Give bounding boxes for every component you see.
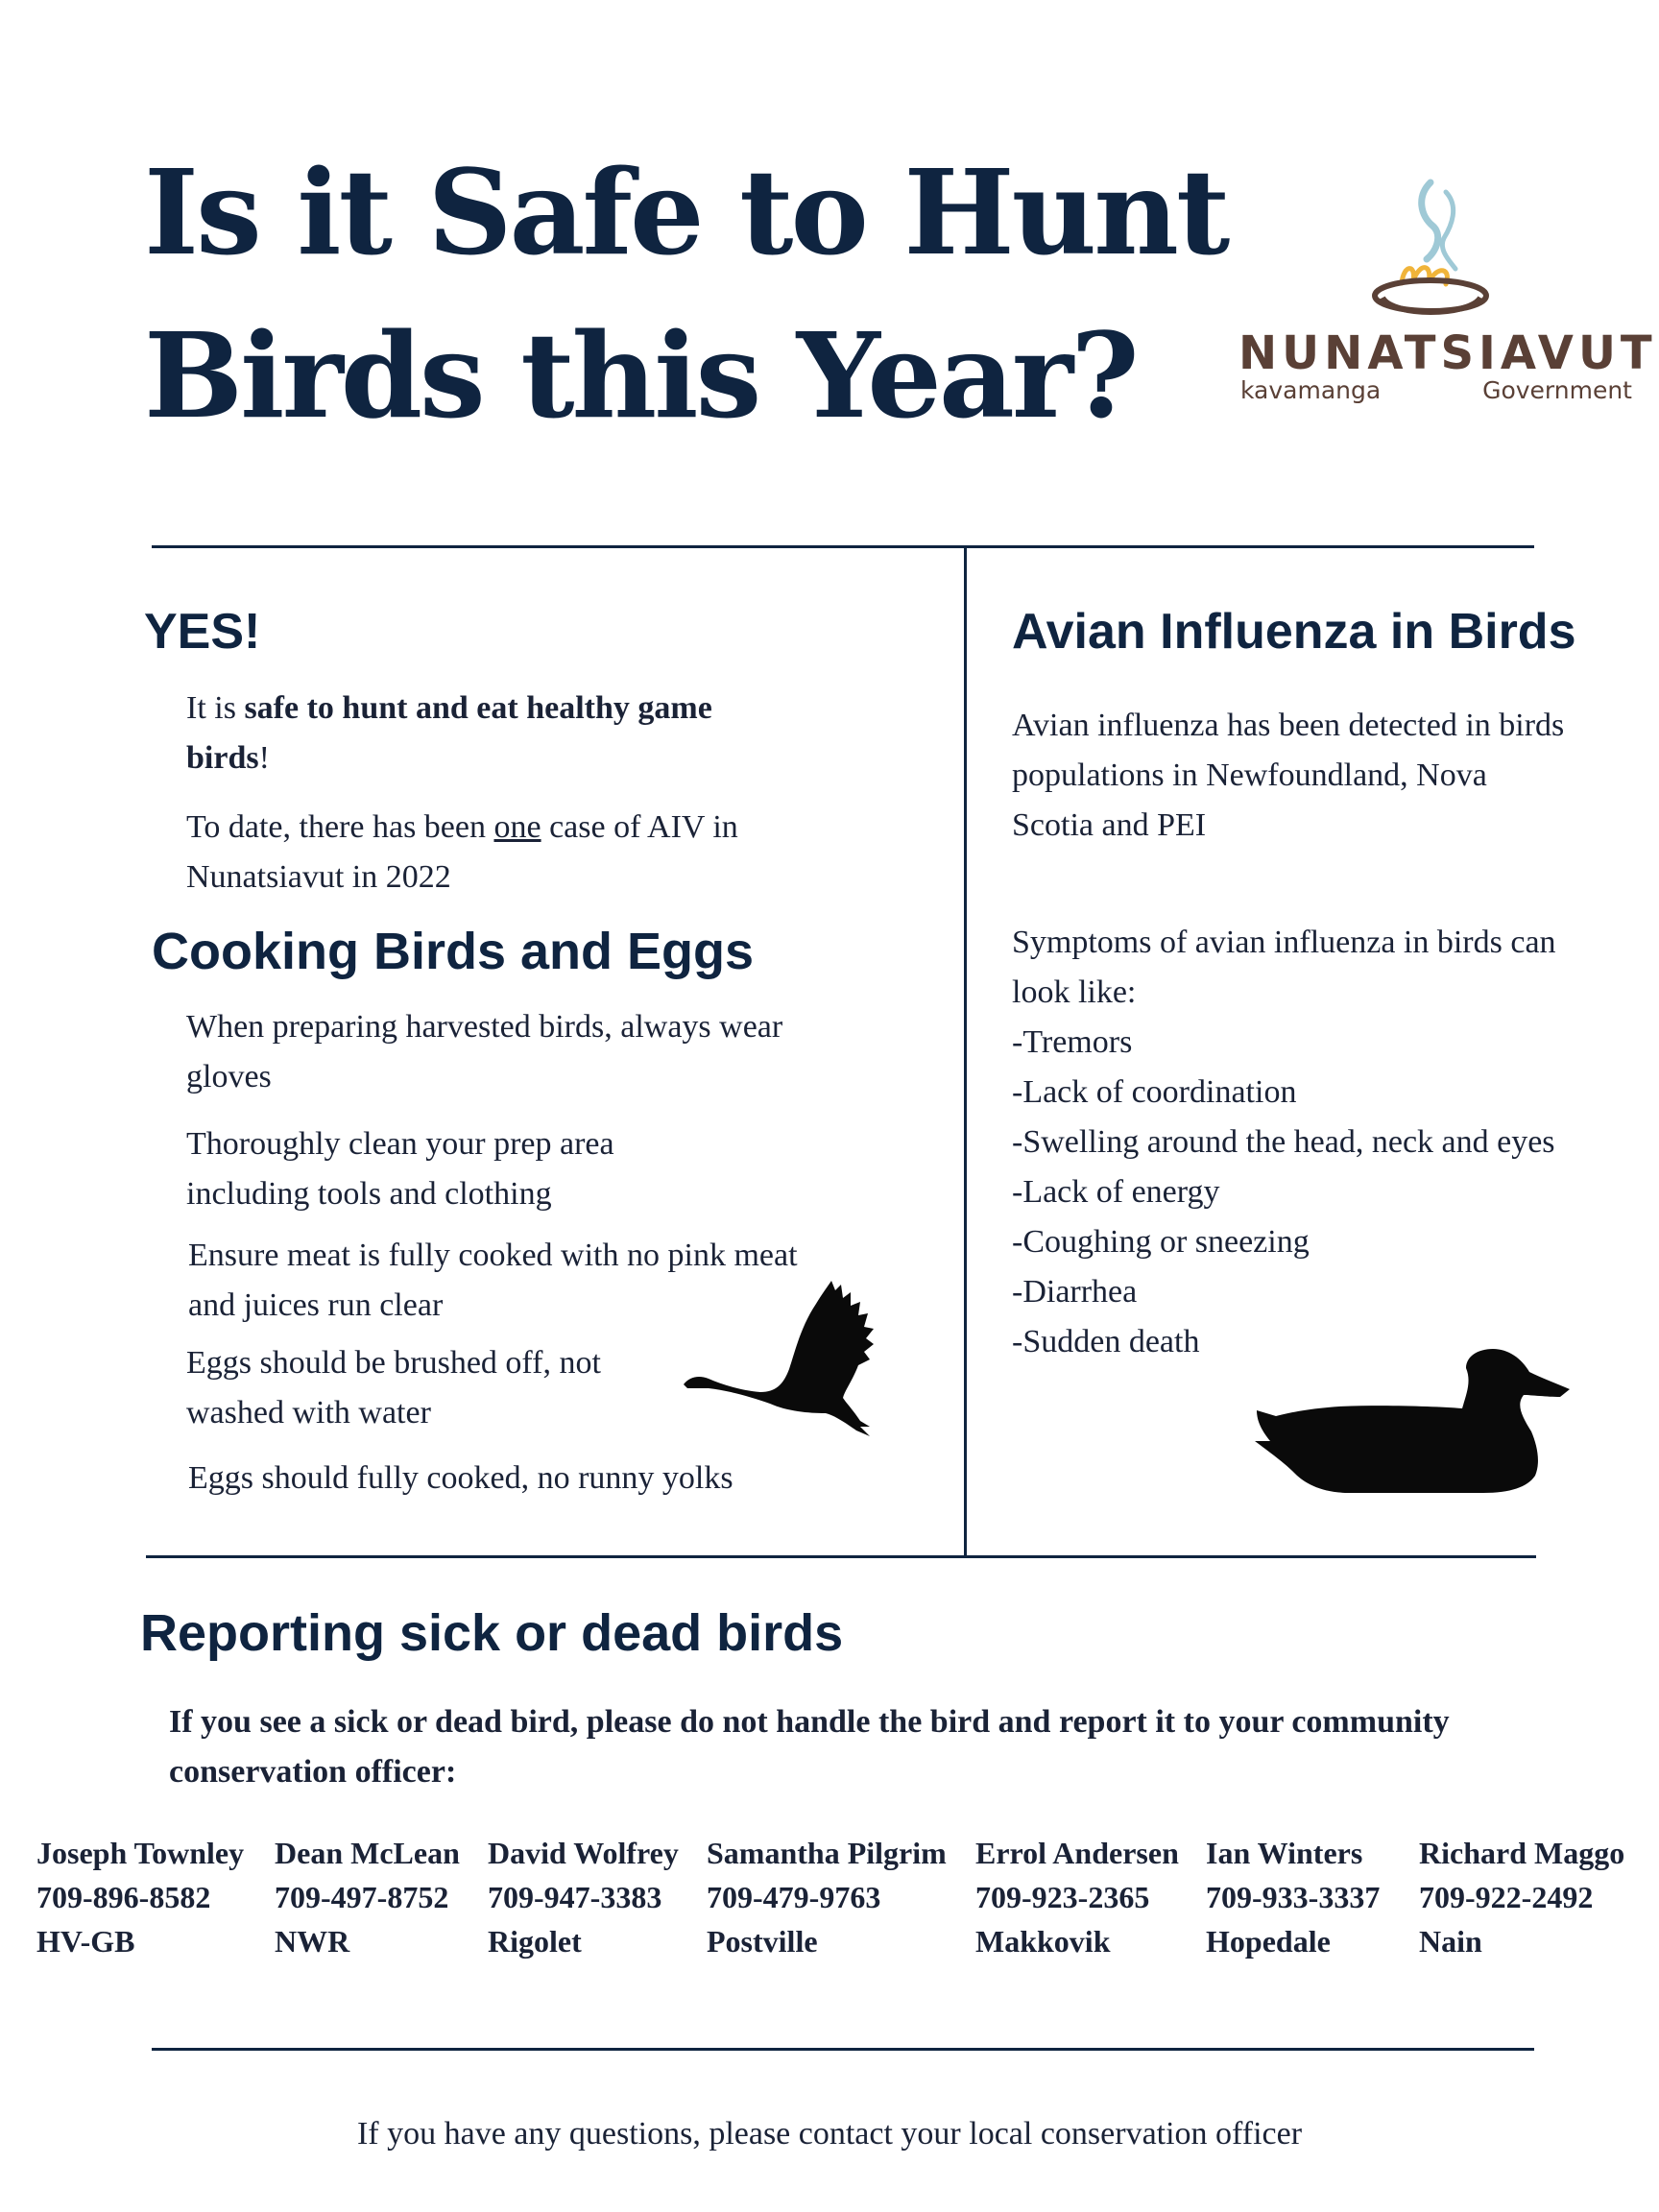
symptom-item: -Lack of energy	[1012, 1174, 1220, 1210]
contact-phone[interactable]: 709-497-8752	[275, 1880, 449, 1914]
symptom-item: -Lack of coordination	[1012, 1074, 1297, 1110]
contact-location: Postville	[707, 1924, 818, 1959]
footer-note: If you have any questions, please contact your local conservation officer	[356, 2116, 1303, 2152]
symptoms-list	[1012, 918, 1588, 1367]
contact-phone[interactable]: 709-479-9763	[707, 1880, 881, 1914]
flying-goose-icon	[682, 1277, 898, 1459]
contact-name: Dean McLean	[275, 1836, 460, 1870]
nunatsiavut-logo	[1238, 173, 1657, 404]
symptom-item: -Diarrhea	[1012, 1274, 1138, 1310]
avian-heading: Avian Influenza in Birds	[1012, 604, 1576, 660]
contact-phone[interactable]: 709-922-2492	[1419, 1880, 1594, 1914]
page-title-line-1: Is it Safe to Hunt	[144, 143, 1228, 281]
bottom-divider	[152, 2048, 1534, 2051]
column-divider	[964, 547, 967, 1557]
symptoms-intro: Symptoms of avian influenza in birds can look like:	[1012, 925, 1556, 1010]
cooking-item: When preparing harvested birds, always wear gloves	[186, 1009, 783, 1094]
logo-name: NUNATSIAVUT	[1238, 326, 1657, 380]
symptom-item: -Swelling around the head, neck and eyes	[1012, 1124, 1555, 1160]
symptom-item: -Tremors	[1012, 1024, 1133, 1060]
contact-name: David Wolfrey	[488, 1836, 679, 1870]
cooking-item: Eggs should be brushed off, not washed with water	[186, 1345, 601, 1431]
contact-name: Errol Andersen	[975, 1836, 1179, 1870]
contact-card	[975, 1831, 1179, 1963]
contact-phone[interactable]: 709-947-3383	[488, 1880, 662, 1914]
contact-card	[488, 1831, 679, 1963]
contact-phone[interactable]: 709-923-2365	[975, 1880, 1150, 1914]
cooking-heading: Cooking Birds and Eggs	[152, 923, 755, 980]
avian-intro: Avian influenza has been detected in birds populations in Newfoundland, Nova Scotia and PEI	[1012, 708, 1565, 843]
contact-card	[1206, 1831, 1380, 1963]
reporting-instruction: If you see a sick or dead bird, please do not handle the bird and report it to your community conservation officer:	[169, 1704, 1450, 1790]
symptom-item: -Coughing or sneezing	[1012, 1224, 1310, 1260]
duck-icon	[1253, 1349, 1575, 1493]
middle-divider	[146, 1555, 1536, 1558]
contact-card	[275, 1831, 460, 1963]
logo-sub-right: Government	[1482, 376, 1632, 404]
contact-location: Rigolet	[488, 1924, 582, 1959]
qulliq-lamp-icon	[1363, 173, 1507, 336]
cooking-item: Ensure meat is fully cooked with no pink meat and juices run clear	[188, 1238, 798, 1323]
yes-paragraph-2: To date, there has been one case of AIV in Nunatsiavut in 2022	[186, 809, 738, 895]
contact-location: Hopedale	[1206, 1924, 1331, 1959]
contact-name: Joseph Townley	[36, 1836, 245, 1870]
contact-location: Makkovik	[975, 1924, 1111, 1959]
contact-card	[36, 1831, 244, 1963]
yes-heading: YES!	[144, 604, 261, 660]
reporting-heading: Reporting sick or dead birds	[140, 1604, 844, 1662]
contact-name: Ian Winters	[1206, 1836, 1363, 1870]
contact-card	[707, 1831, 947, 1963]
contact-location: HV-GB	[36, 1924, 135, 1959]
top-divider	[152, 545, 1534, 548]
yes-paragraph-1: It is safe to hunt and eat healthy game birds!	[186, 690, 712, 776]
contact-name: Richard Maggo	[1419, 1836, 1625, 1870]
contact-name: Samantha Pilgrim	[707, 1836, 947, 1870]
page-title-line-2: Birds this Year?	[144, 306, 1137, 445]
contact-card	[1419, 1831, 1624, 1963]
contact-location: NWR	[275, 1924, 350, 1959]
contact-phone[interactable]: 709-896-8582	[36, 1880, 211, 1914]
cooking-item: Thoroughly clean your prep area including tools and clothing	[186, 1126, 614, 1212]
logo-sub-left: kavamanga	[1240, 376, 1382, 404]
contact-phone[interactable]: 709-933-3337	[1206, 1880, 1381, 1914]
symptom-item: -Sudden death	[1012, 1324, 1200, 1359]
contact-location: Nain	[1419, 1924, 1482, 1959]
cooking-item: Eggs should fully cooked, no runny yolks	[188, 1460, 733, 1496]
